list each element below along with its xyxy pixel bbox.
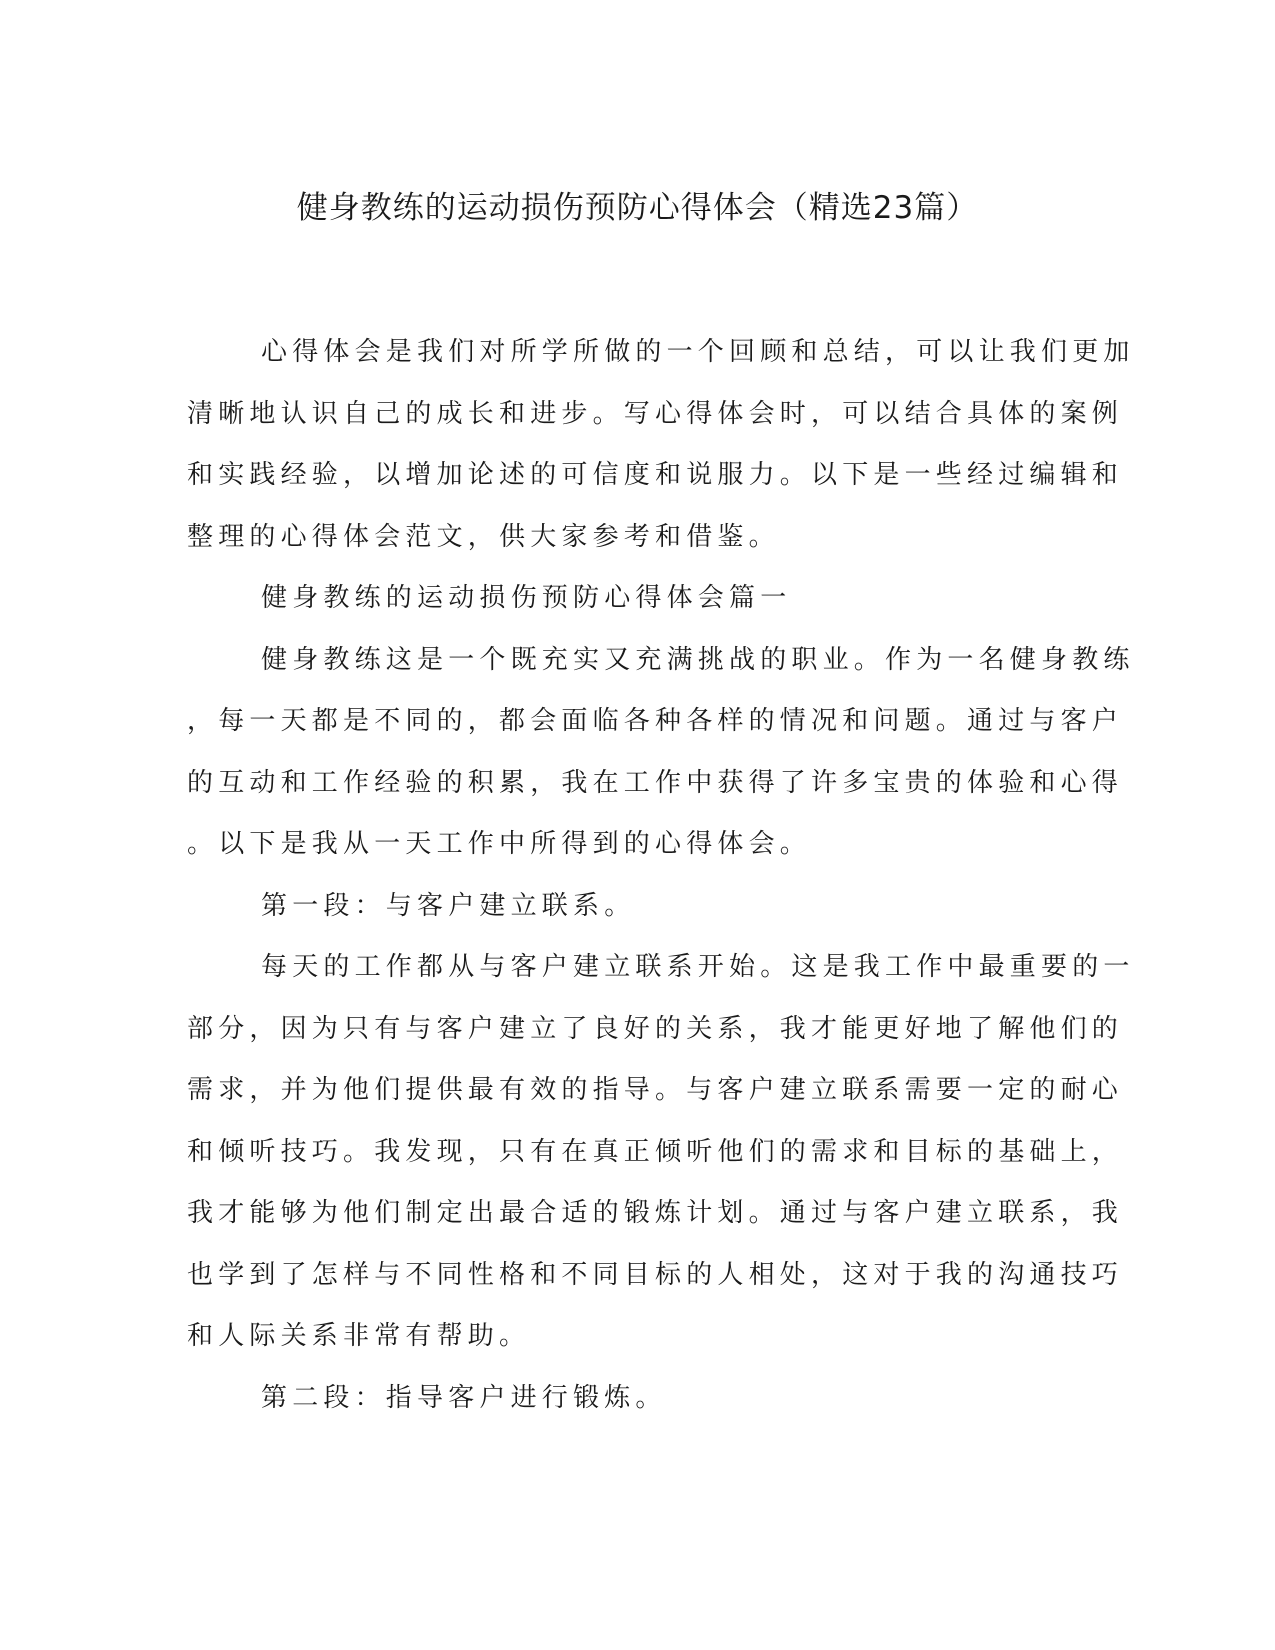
text-line: 也学到了怎样与不同性格和不同目标的人相处，这对于我的沟通技巧 <box>187 1259 1124 1290</box>
text-line: 。以下是我从一天工作中所得到的心得体会。 <box>187 829 812 859</box>
text-line: 我才能够为他们制定出最合适的锻炼计划。通过与客户建立联系，我 <box>187 1198 1124 1228</box>
text-line: 健身教练的运动损伤预防心得体会篇一 <box>261 583 792 613</box>
text-line: 的互动和工作经验的积累，我在工作中获得了许多宝贵的体验和心得 <box>187 767 1124 798</box>
text-line: 第二段：指导客户进行锻炼。 <box>261 1382 667 1413</box>
text-line: 心得体会是我们对所学所做的一个回顾和总结，可以让我们更加 <box>261 337 1135 367</box>
text-line: 整理的心得体会范文，供大家参考和借鉴。 <box>187 521 780 552</box>
text-line: 和人际关系非常有帮助。 <box>187 1321 531 1351</box>
document-title: 健身教练的运动损伤预防心得体会（精选23篇） <box>296 190 979 226</box>
document-body <box>187 322 1135 1429</box>
text-line: 需求，并为他们提供最有效的指导。与客户建立联系需要一定的耐心 <box>187 1075 1124 1105</box>
text-line: 部分，因为只有与客户建立了良好的关系，我才能更好地了解他们的 <box>187 1013 1124 1044</box>
text-line: 第一段：与客户建立联系。 <box>261 890 636 921</box>
text-line: 和实践经验，以增加论述的可信度和说服力。以下是一些经过编辑和 <box>187 460 1124 490</box>
text-line: ，每一天都是不同的，都会面临各种各样的情况和问题。通过与客户 <box>187 706 1124 736</box>
text-line: 每天的工作都从与客户建立联系开始。这是我工作中最重要的一 <box>261 952 1135 982</box>
text-line: 和倾听技巧。我发现，只有在真正倾听他们的需求和目标的基础上， <box>187 1136 1124 1167</box>
text-line: 健身教练这是一个既充实又充满挑战的职业。作为一名健身教练 <box>261 644 1135 675</box>
text-line: 清晰地认识自己的成长和进步。写心得体会时，可以结合具体的案例 <box>187 398 1124 429</box>
